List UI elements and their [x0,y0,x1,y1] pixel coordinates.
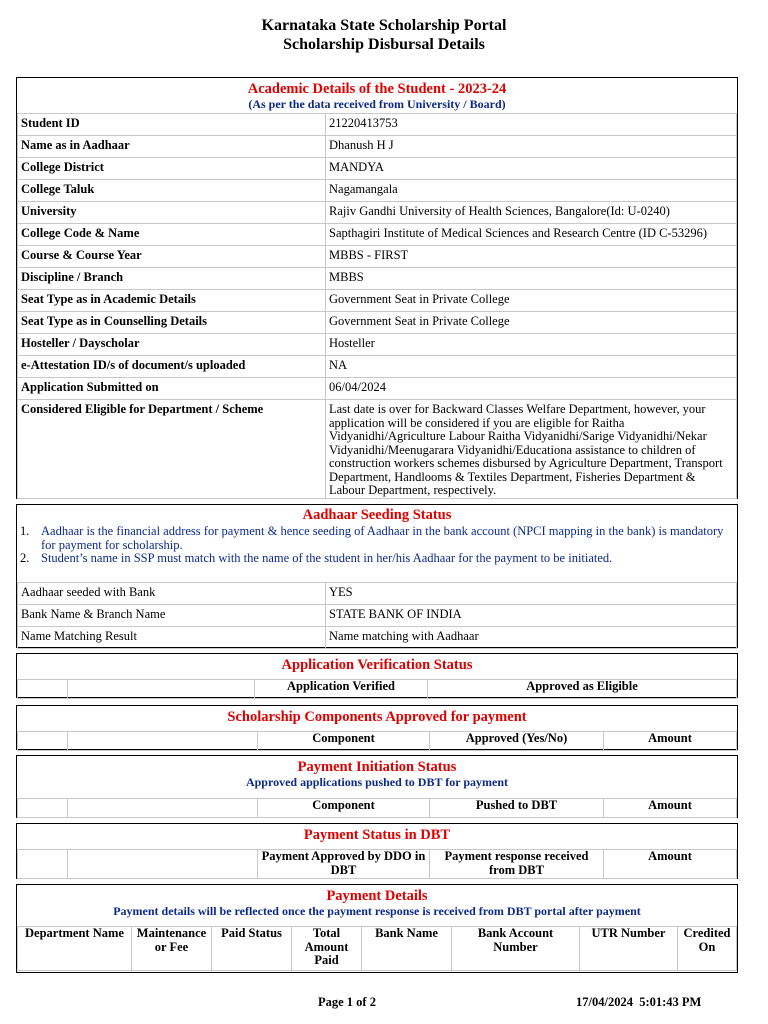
academic-row [18,114,737,136]
aadhaar-row [18,627,737,649]
academic-value: 21220413753 [326,114,737,136]
academic-value: Government Seat in Private College [326,290,737,312]
academic-row [18,158,737,180]
credited-on-header: Credited On [678,927,737,971]
academic-label: Student ID [18,114,326,136]
components-section-title: Scholarship Components Approved for payment [227,709,527,725]
academic-label: Course & Course Year [18,246,326,268]
academic-section-title: Academic Details of the Student - 2023-24 [247,81,507,97]
aadhaar-value: Name matching with Aadhaar [326,627,737,649]
academic-details-table [17,113,737,499]
academic-row [18,400,737,499]
aadhaar-row [18,583,737,605]
aadhaar-value: STATE BANK OF INDIA [326,605,737,627]
page-number: Page 1 of 2 [318,995,376,1009]
aadhaar-note-2: 2. Student’s name in SSP must match with the name of the student in her/his Aadhaar for the payment to be initiated. [20,551,613,565]
academic-label: Considered Eligible for Department / Scheme [18,400,326,499]
academic-row [18,378,737,400]
aadhaar-notes [17,525,737,566]
aadhaar-seeding-section [16,504,738,648]
academic-label: College Taluk [18,180,326,202]
aadhaar-row [18,605,737,627]
aadhaar-label: Aadhaar seeded with Bank [18,583,326,605]
academic-label: Name as in Aadhaar [18,136,326,158]
academic-label: Hosteller / Dayscholar [18,334,326,356]
payment-section-subtitle: Payment details will be reflected once the payment response is received from DBT portal after payment [113,904,641,918]
academic-section-subtitle: (As per the data received from University / Board) [248,97,506,111]
verification-section [16,653,738,698]
academic-label: College District [18,158,326,180]
components-section [16,705,738,750]
academic-row [18,136,737,158]
dbt-section-title: Payment Status in DBT [303,827,451,843]
academic-details-section [16,77,738,499]
total-amount-paid-header: Total Amount Paid [292,927,362,971]
academic-value: Government Seat in Private College [326,312,737,334]
payment-details-section [16,884,738,973]
academic-row [18,246,737,268]
utr-number-header: UTR Number [580,927,678,971]
application-verified-header: Application Verified [255,680,428,699]
academic-row [18,334,737,356]
academic-row [18,224,737,246]
amount-header: Amount [604,850,737,879]
components-table [17,731,737,751]
page-title: Scholarship Disbursal Details [283,36,485,53]
aadhaar-note-1: 1. Aadhaar is the financial address for payment & hence seeding of Aadhaar in the bank account (NPCI mapping in the bank) is mandatory for payment for scholarship. [20,524,724,552]
academic-row [18,268,737,290]
component-header: Component [258,732,430,751]
bank-account-number-header: Bank Account Number [452,927,580,971]
academic-value: NA [326,356,737,378]
portal-title: Karnataka State Scholarship Portal [261,17,507,34]
payment-approved-ddo-header: Payment Approved by DDO in DBT [258,850,430,879]
academic-row [18,180,737,202]
academic-value: MBBS - FIRST [326,246,737,268]
approved-as-eligible-header: Approved as Eligible [428,680,737,699]
academic-row [18,202,737,224]
academic-label: e-Attestation ID/s of document/s uploaded [18,356,326,378]
payment-details-table [17,926,737,971]
aadhaar-section-title: Aadhaar Seeding Status [302,507,452,523]
academic-value: MANDYA [326,158,737,180]
academic-label: Seat Type as in Counselling Details [18,312,326,334]
payment-initiation-section [16,755,738,818]
initiation-table [17,798,737,818]
pushed-to-dbt-header: Pushed to DBT [430,799,604,818]
payment-response-header: Payment response received from DBT [430,850,604,879]
bank-name-header: Bank Name [362,927,452,971]
verification-table [17,679,737,699]
academic-value: Sapthagiri Institute of Medical Sciences and Research Centre (ID C-53296) [326,224,737,246]
maintenance-or-fee-header: Maintenance or Fee [132,927,212,971]
academic-row [18,290,737,312]
amount-header: Amount [604,799,737,818]
aadhaar-label: Bank Name & Branch Name [18,605,326,627]
department-name-header: Department Name [18,927,132,971]
initiation-section-title: Payment Initiation Status [297,759,457,775]
academic-label: Discipline / Branch [18,268,326,290]
academic-value: MBBS [326,268,737,290]
academic-value: Dhanush H J [326,136,737,158]
academic-value: Last date is over for Backward Classes Welfare Department, however, your application will be considered if you are eligible for Raitha Vidyanidhi/Agriculture Labour Raitha Vidyanidhi/Sarige Vidyanidhi/Nekar Vidyanidhi/Meenugarara Vidyanidhi/Educationa assistance to children of construction workers schemes disbursed by Agriculture Department, Transport Department, Handlooms & Textiles Department, Fisheries Department & Labour Department, respectively. [326,400,737,499]
dbt-status-section [16,823,738,879]
academic-value: Hosteller [326,334,737,356]
aadhaar-details-table [17,582,737,649]
payment-section-title: Payment Details [326,888,428,904]
amount-header: Amount [604,732,737,751]
academic-row [18,312,737,334]
dbt-status-table [17,849,737,879]
component-header: Component [258,799,430,818]
academic-label: College Code & Name [18,224,326,246]
academic-row [18,356,737,378]
academic-label: University [18,202,326,224]
academic-value: 06/04/2024 [326,378,737,400]
paid-status-header: Paid Status [212,927,292,971]
academic-label: Application Submitted on [18,378,326,400]
aadhaar-value: YES [326,583,737,605]
aadhaar-label: Name Matching Result [18,627,326,649]
academic-label: Seat Type as in Academic Details [18,290,326,312]
print-timestamp: 17/04/2024 5:01:43 PM [576,995,702,1009]
verification-section-title: Application Verification Status [281,657,473,673]
academic-value: Nagamangala [326,180,737,202]
academic-value: Rajiv Gandhi University of Health Sciences, Bangalore(Id: U-0240) [326,202,737,224]
initiation-section-subtitle: Approved applications pushed to DBT for payment [245,775,509,789]
approved-yes-no-header: Approved (Yes/No) [430,732,604,751]
